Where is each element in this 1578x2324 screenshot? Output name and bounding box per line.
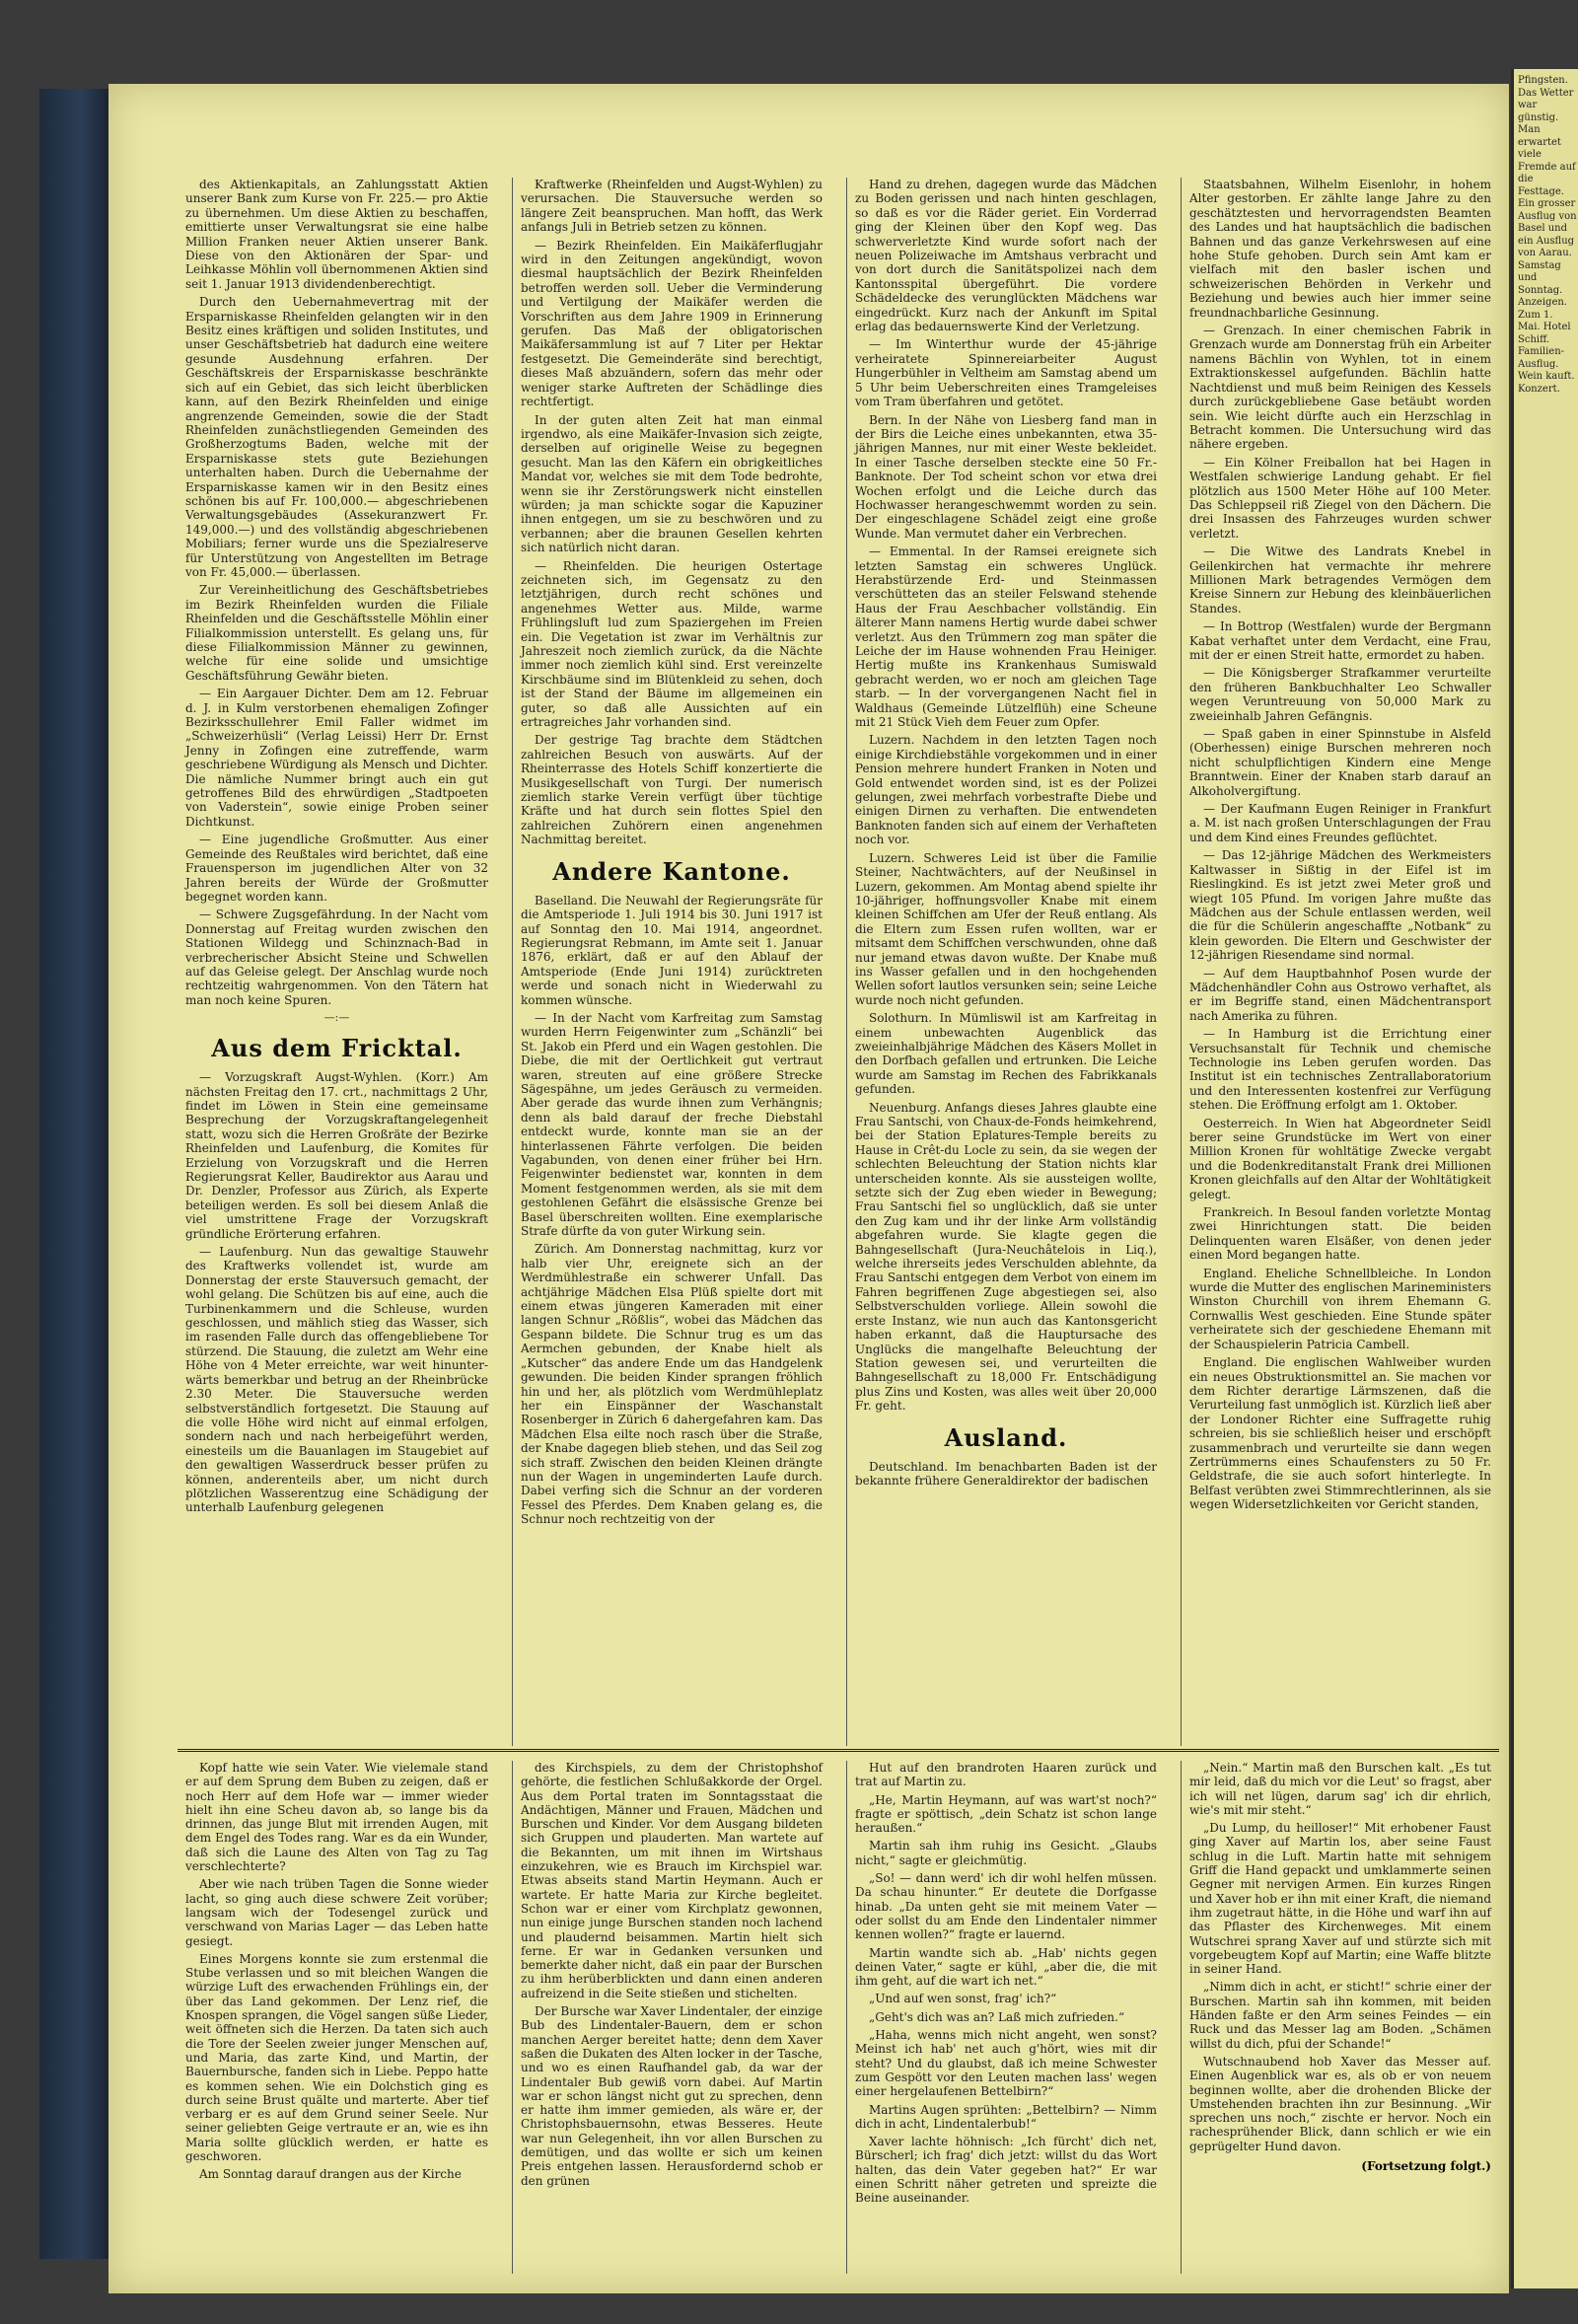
column-4 bbox=[1181, 178, 1499, 1746]
paragraph: „Und auf wen sonst, frag' ich?“ bbox=[869, 1992, 1057, 2006]
serial-column-3 bbox=[846, 1761, 1165, 2274]
paragraph: England. Die englischen Wahlweiber wurden ein neues Obstruktionsmittel an. Sie machen vor dem Richter derartige Lärmszenen, daß die Verurteilung fast unmöglich ist. Kürzlich ließ aber der Londoner Richter eine Suffragette ruhig schreien, bis sie schließlich heiser und erschöpft zusammenbrach und verurteilte sie dann wegen Zertrümmerns eines Schaufensters zu 50 Fr. Geldstrafe, die sie auch sofort hinterlegte. In Belfast verübten zwei Stimmrechtlerinnen, als sie wegen Widersetzlichkeiten vor Gericht standen, bbox=[1189, 1355, 1491, 1512]
paragraph: — Bezirk Rheinfelden. Ein Maikäferflugjahr wird in den Zeitungen angekündigt, wovon diesmal hauptsächlich der Bezirk Rheinfelden betroffen werden soll. Ueber die Verminderung und Vertilgung der Maikäfer werden die Vorschriften aus dem Jahre 1909 in Erinnerung gerufen. Das Maß der obligatorischen Maikäfersammlung ist auf 7 Liter per Hektar festgesetzt. Die Gemeinderäte sind berechtigt, dieses Maß abzuändern, sofern das mehr oder weniger starke Auftreten der Schädlinge dies rechtfertigt. bbox=[521, 238, 823, 409]
paragraph: In der guten alten Zeit hat man einmal irgendwo, als eine Maikäfer-Invasion sich zeigte, derselben auf originelle Weise zu begegnen gesucht. Man las den Käfern ein obrigkeitliches Mandat vor, welches sie mit dem Tode bedrohte, wenn sie ihr Zerstörungswerk nicht einstellen würden; ja man schickte sogar die Kapuziner ihnen entgegen, um sie zu beschwören und zu verbannen; aber die braunen Gesellen kehrten sich natürlich nicht daran. bbox=[521, 412, 823, 555]
paragraph: Staatsbahnen, Wilhelm Eisenlohr, in hohem Alter gestorben. Er zählte lange Jahre zu den geschätztesten und hervorragendsten Beamten des Landes und hat hauptsächlich die badischen Bahnen und das ganze Verkehrswesen auf eine hohe Stufe gehoben. Durch sein Amt kam er vielfach mit den basler ischen und schweizerischen Behörden in Verkehr und Beziehung und bewies auch hier immer seine freundnachbarliche Gesinnung. bbox=[1189, 178, 1491, 320]
serial-column-4 bbox=[1181, 1761, 1499, 2274]
column-1 bbox=[178, 178, 496, 1746]
feuilleton-divider bbox=[178, 1749, 1499, 1752]
next-page-text: Pfingsten. Das Wetter war günstig. Man erwartet viele Fremde auf die Festtage. Ein grosser Ausflug von Basel und ein Ausflug von Aarau. Samstag und Sonntag. Anzeigen. Zum 1. Mai. Hotel Schiff. Familien-Ausflug. Wein kauft. Konzert. bbox=[1518, 75, 1577, 395]
paragraph: Kopf hatte wie sein Vater. Wie vielemale stand er auf dem Sprung dem Buben zu zeigen, daß er noch Herr auf dem Hofe war — immer wieder hielt ihn eine Scheu davon ab, so lange bis da drinnen, das junge Blut mit irrenden Augen, mit dem Engel des Todes rang. War es da ein Wunder, daß sich die Laune des Alten von Tag zu Tag verschlechterte? bbox=[185, 1761, 488, 1874]
paragraph: Zur Vereinheitlichung des Geschäftsbetriebes im Bezirk Rheinfelden wurden die Filiale Rheinfelden und die Geschäftsstelle Möhlin einer Filialkommission unterstellt. Es gelang uns, für diese Filialkommission Männer zu gewinnen, welche für eine solide und umsichtige Geschäftsführung Gewähr bieten. bbox=[185, 583, 488, 683]
paragraph: — Ein Aargauer Dichter. Dem am 12. Februar d. J. in Kulm verstorbenen ehemaligen Zofinger Bezirksschullehrer Emil Faller widmet im „Schweizerhüsli“ (Verlag Leissi) Herr Dr. Ernst Jenny in Zofingen eine zutreffende, warm geschriebene Würdigung als Mensch und Dichter. Die nämliche Nummer bringt auch ein gut getroffenes Bild des ehrwürdigen „Stadtpoeten von Vaderstein“, sowie einige Proben seiner Dichtkunst. bbox=[185, 687, 488, 829]
paragraph: — Der Kaufmann Eugen Reiniger in Frankfurt a. M. ist nach großen Unterschlagungen der Frau und dem Kind eines Freundes geflüchtet. bbox=[1189, 802, 1491, 844]
paragraph: — Auf dem Hauptbahnhof Posen wurde der Mädchenhändler Cohn aus Ostrowo verhaftet, als er im Begriffe stand, einen Mädchentransport nach Amerika zu führen. bbox=[1189, 966, 1491, 1023]
paragraph: Luzern. Nachdem in den letzten Tagen noch einige Kirchdiebstähle vorgekommen und in einer Pension mehrere hundert Franken in Noten und Gold entwendet worden sind, ist es der Polizei gelungen, zwei mehrfach vorbestrafte Diebe und einigen Dirnen zu verhaften. Die entwendeten Banknoten fanden sich auf einem der Verhafteten noch vor. bbox=[855, 733, 1157, 847]
paragraph: „So! — dann werd' ich dir wohl helfen müssen. Da schau hinunter.“ Er deutete die Dorfgasse hinab. „Da unten geht sie mit meinem Vater — oder sollst du am Ende den Lindentaler nimmer kennen wollen?“ fragte er lauernd. bbox=[855, 1871, 1157, 1942]
paragraph: — In Bottrop (Westfalen) wurde der Bergmann Kabat verhaftet unter dem Verdacht, eine Frau, mit der er einen Streit hatte, ermordet zu haben. bbox=[1189, 619, 1491, 662]
paragraph: Deutschland. Im benachbarten Baden ist der bekannte frühere Generaldirektor der badischen bbox=[855, 1459, 1157, 1488]
separator: —:— bbox=[323, 1011, 350, 1025]
paragraph: Solothurn. In Mümliswil ist am Karfreitag in einem unbewachten Augenblick das zweieinhalbjährige Mädchen des Käsers Mollet in den Dorfbach gefallen und ertrunken. Die Leiche wurde am Samstag im Rechen des Fabrikkanals gefunden. bbox=[855, 1011, 1157, 1097]
newspaper-page bbox=[108, 84, 1509, 2293]
paragraph: — Die Witwe des Landrats Knebel in Geilenkirchen hat vermachte ihr mehrere Millionen Mark betragendes Vermögen dem Kreise Sinnern zur Hebung des kleinbäuerlichen Standes. bbox=[1189, 545, 1491, 616]
paragraph: Zürich. Am Donnerstag nachmittag, kurz vor halb vier Uhr, ereignete sich an der Werdmühlestraße ein schwerer Unfall. Das achtjährige Mädchen Elsa Plüß spielte dort mit einem etwas jüngeren Kameraden mit einer langen Schnur „Rößlis“, wobei das Mädchen das Gespann bildete. Die Schnur trug es um das Aermchen gebunden, der Knabe hielt als „Kutscher“ das andere Ende um das Handgelenk gewunden. Die beiden Kinder sprangen fröhlich hin und her, als plötzlich vom Werdmühleplatz her ein Einspänner der Waschanstalt Rosenberger in Zürich 6 dahergefahren kam. Das Mädchen Elsa eilte noch rasch über die Straße, der Knabe dagegen blieb stehen, und das Seil zog sich straff. Zwischen den beiden Kleinen drängte nun der Wagen in ungeminderten Laufe durch. Dabei verfing sich die Schnur an der vorderen Fessel des Pferdes. Dem Knaben gelang es, die Schnur noch rechtzeitig von der bbox=[521, 1242, 823, 1527]
serial-column-1 bbox=[178, 1761, 496, 2274]
serial-column-2 bbox=[512, 1761, 830, 2274]
paragraph: Aber wie nach trüben Tagen die Sonne wieder lacht, so ging auch diese schwere Zeit vorüber; langsam wich der Todesengel zurück und verschwand von Marias Lager — das Leben hatte gesiegt. bbox=[185, 1877, 488, 1948]
paragraph: — Rheinfelden. Die heurigen Ostertage zeichneten sich, im Gegensatz zu den letztjährigen, durch recht schönes und angenehmes Wetter aus. Milde, warme Frühlingsluft lud zum Spaziergehen im Freien ein. Die Vegetation ist zwar im Verhältnis zur Jahreszeit noch ziemlich zurück, da die Nächte immer noch ziemlich kühl sind. Erst vereinzelte Kirschbäume sind im Blütenkleid zu sehen, doch ist der Stand der Bäume im allgemeinen ein guter, so daß alle Aussichten auf ein ertragreiches Jahr vorhanden sind. bbox=[521, 558, 823, 730]
paragraph: Xaver lachte höhnisch: „Ich fürcht' dich net, Bürscherl; ich frag' dich jetzt: willst du das Wort halten, das dein Vater gegeben hat?“ Er war einen Schritt näher getreten und spreizte die Beine auseinander. bbox=[855, 2135, 1157, 2206]
paragraph: Martin sah ihm ruhig ins Gesicht. „Glaubs nicht,“ sagte er gleichmütig. bbox=[855, 1839, 1157, 1867]
paragraph: Am Sonntag darauf drangen aus der Kirche bbox=[199, 2167, 462, 2182]
paragraph: — Ein Kölner Freiballon hat bei Hagen in Westfalen schwierige Landung gehabt. Er fiel plötzlich aus 1500 Meter Höhe auf 100 Meter. Das Schleppseil riß Ziegel von den Dächern. Die drei Insassen des Fahrzeuges wurden schwer verletzt. bbox=[1189, 455, 1491, 541]
paragraph: Der gestrige Tag brachte dem Städtchen zahlreichen Besuch von auswärts. Auf der Rheinterrasse des Hotels Schiff konzertierte die Musikgesellschaft von Turgi. Der numerisch ziemlich starke Verein verfügt über tüchtige Kräfte und hat durch sein flottes Spiel den zahlreichen Zuhörern einen angenehmen Nachmittag bereitet. bbox=[521, 733, 823, 847]
section-heading-ausland: Ausland. bbox=[944, 1422, 1068, 1452]
column-2 bbox=[512, 178, 830, 1746]
paragraph: Oesterreich. In Wien hat Abgeordneter Seidl berer seine Grundstücke im Wert von einer Million Kronen für wohltätige Zwecke vergabt und die Bodenkreditanstalt Frank drei Millionen Kronen gleichfalls auf den Altar der Wohltätigkeit gelegt. bbox=[1189, 1116, 1491, 1201]
paragraph: Martins Augen sprühten: „Bettelbirn? — Nimm dich in acht, Lindentalerbub!“ bbox=[855, 2102, 1157, 2131]
paragraph: „Du Lump, du heilloser!“ Mit erhobener Faust ging Xaver auf Martin los, aber seine Faust schlug in die Luft. Martin hatte mit sehnigem Griff die Hand gepackt und umklammerte seinen Gegner mit nervigen Armen. Ein kurzes Ringen und Xaver hob er ihn mit einer Kraft, die niemand ihm zugetraut hätte, in die Höhe und warf ihn auf das Pflaster des Kirchenweges. Mit einem Wutschrei sprang Xaver auf und stürzte sich mit vorgebeugtem Kopf auf Martin; eine Waffe blitzte in seiner Hand. bbox=[1189, 1821, 1491, 1977]
feuilleton-columns bbox=[178, 1761, 1499, 2274]
section-heading-fricktal: Aus dem Fricktal. bbox=[211, 1034, 463, 1063]
paragraph: „Nimm dich in acht, er sticht!“ schrie einer der Burschen. Martin sah ihn kommen, mit beiden Händen faßte er den Arm seines Feindes — ein Ruck und das Messer lag am Boden. „Schämen willst du dich, pfui der Schande!“ bbox=[1189, 1980, 1491, 2051]
paragraph: — In der Nacht vom Karfreitag zum Samstag wurden Herrn Feigenwinter zum „Schänzli“ bei St. Jakob ein Pferd und ein Wagen gestohlen. Die Diebe, die mit der Oertlichkeit gut vertraut waren, streuten auf eine größere Strecke Sägespähne, um jedes Geräusch zu vermeiden. Aber gerade das wurde ihnen zum Verhängnis; denn als bald darauf der freche Diebstahl entdeckt wurde, konnte man sie an der hinterlassenen Fährte verfolgen. Die beiden Vagabunden, von denen einer früher bei Hrn. Feigenwinter bedienstet war, konnten in dem Moment festgenommen werden, als sie mit dem gestohlenen Gefährt die elsässische Grenze bei Basel überschreiten wollten. Eine exemplarische Strafe dürfte da von guter Wirkung sein. bbox=[521, 1010, 823, 1239]
paragraph: Luzern. Schweres Leid ist über die Familie Steiner, Nachtwächters, auf der Neußinsel in Luzern, gekommen. Am Montag abend spielte ihr 10-jähriger, hoffnungsvoller Knabe mit einem kleinen Schiffchen am Ufer der Reuß entlang. Als die Eltern zum Essen rufen wollten, war er mitsamt dem Schiffchen verschwunden, ohne daß nur jemand etwas davon wußte. Der Knabe muß ins Wasser gefallen und in den hochgehenden Wellen sofort lautlos versunken sein; seine Leiche wurde noch nicht gefunden. bbox=[855, 850, 1157, 1007]
paragraph: des Kirchspiels, zu dem der Christophshof gehörte, die festlichen Schlußakkorde der Orgel. Aus dem Portal traten im Sonntagsstaat die Andächtigen, Männer und Frauen, Mädchen und Burschen und Kinder. Vor dem Ausgang bildeten sich Gruppen und plauderten. Man wartete auf die Bekannten, um mit ihnen im Wirtshaus einzukehren, wie es Brauch im Kirchspiel war. Etwas abseits stand Martin Heymann. Auch er wartete. Er hatte Maria zur Kirche begleitet. Schon war er einer vom Kirchplatz gewonnen, nun einige junge Burschen standen noch lachend und plaudernd beisammen. Martin hielt sich ferne. Er war in Gedanken versunken und bemerkte daher nicht, daß ein paar der Burschen zu ihm herüberblickten und dann einen anderen aufreizend in die Seite stießen und stichelten. bbox=[521, 1761, 823, 2000]
paragraph: — Schwere Zugsgefährdung. In der Nacht vom Donnerstag auf Freitag wurden zwischen den Stationen Wildegg und Schinznach-Bad in verbrecherischer Absicht Steine und Schwellen auf das Geleise gelegt. Der Anschlag wurde noch rechtzeitig wahrgenommen. Von den Tätern hat man noch keine Spuren. bbox=[185, 908, 488, 1007]
section-heading-kantone: Andere Kantone. bbox=[552, 856, 791, 886]
paragraph: des Aktienkapitals, an Zahlungsstatt Aktien unserer Bank zum Kurse von Fr. 225.— pro Aktie zu übernehmen. Um diese Aktien zu beschaffen, emittierte unser Verwaltungsrat sie eine halbe Million Franken neuer Aktien unserer Bank. Diese von den Aktionären der Spar- und Leihkasse Möhlin voll übernommenen Aktien sind seit 1. Januar 1913 dividendenberechtigt. bbox=[185, 178, 488, 291]
paragraph: Durch den Uebernahmevertrag mit der Ersparniskasse Rheinfelden gelangten wir in den Besitz eines kräftigen und soliden Institutes, und unser Geschäftsbetrieb hat dadurch eine weitere gesunde Ausdehnung erfahren. Der Geschäftskreis der Ersparniskasse beschränkte sich auf ein Gebiet, das sich leicht überblicken kann, auf den Bezirk Rheinfelden und einige angrenzende Gemeinden, sowie die der Stadt Rheinfelden zunächstliegenden Gemeinden des Großherzogtums Baden, welche mit der Ersparniskasse stets gute Beziehungen unterhalten haben. Durch die Uebernahme der Ersparniskasse kamen wir in den Besitz eines schönen bis auf Fr. 100,000.— abgeschriebenen Verwaltungsgebäudes (Assekuranzwert Fr. 149,000.—) und des vollständig abgeschriebenen Mobiliars; ferner wurde uns die Spezialreserve für Unterstützung von Angestellten im Betrage von Fr. 45,000.— überlassen. bbox=[185, 295, 488, 579]
paragraph: — Grenzach. In einer chemischen Fabrik in Grenzach wurde am Donnerstag früh ein Arbeiter namens Bächlin von Wyhlen, tot in einem Extraktionskessel aufgefunden. Bächlin hatte Nachtdienst und muß beim Reinigen des Kessels durch zurückgebliebene Gase betäubt worden sein. Wie leicht dürfte auch ein Herzschlag in Betracht kommen. Die Untersuchung wird das nähere ergeben. bbox=[1189, 324, 1491, 452]
paragraph: Kraftwerke (Rheinfelden und Augst-Wyhlen) zu verursachen. Die Stauversuche werden so längere Zeit beanspruchen. Man hofft, das Werk anfangs Juli in Betrieb setzen zu können. bbox=[521, 178, 823, 235]
paragraph: — Laufenburg. Nun das gewaltige Stauwehr des Kraftwerks vollendet ist, wurde am Donnerstag der erste Stauversuch gemacht, der wohl gelang. Die Schützen bis auf eine, auch die Turbinenkammern und die Schleuse, wurden geschlossen, und mählich stieg das Wasser, sich im rasenden Falle durch das offengebliebene Tor stürzend. Die Stauung, die zuletzt am Wehr eine Höhe von 4 Meter erreichte, war weit hinunter-wärts bemerkbar und betrug an der Rheinbrücke 2.30 Meter. Die Stauversuche werden selbstverständlich fortgesetzt. Die Stauung auf die volle Höhe wird nicht auf einmal erfolgen, sondern nach und nach herbeigeführt werden, einesteils um die Bauanlagen im Staugebiet auf den gewaltigen Wasserdruck besser prüfen zu können, anderenteils aber, um nicht durch plötzlichen Wasserentzug eine Schädigung der unterhalb Laufenburg gelegenen bbox=[185, 1245, 488, 1515]
paragraph: Eines Morgens konnte sie zum erstenmal die Stube verlassen und so mit bleichen Wangen die würzige Luft des erwachenden Frühlings ein, der über das Land gekommen. Der Lenz rief, die Knospen sprangen, die Vögel sangen süße Lieder, weit öffneten sich die Herzen. Da taten sich auch die Tore der Seelen zweier junger Menschen auf, und Maria, das zarte Kind, und Martin, der Bauernbursche, fanden sich in Liebe. Peppo hatte es kommen sehen. Wie ein Dolchstich ging es durch seine Brust quälte und marterte. Aber tief verbarg er es auf dem Grund seiner Seele. Nur seiner geliebten Geige vertraute er an, wie es ihn Maria sollte glücklich werden, er hatte es geschworen. bbox=[185, 1951, 488, 2164]
paragraph: Frankreich. In Besoul fanden vorletzte Montag zwei Hinrichtungen statt. Die beiden Delinquenten waren Elsäßer, von denen jeder einen Mord begangen hatte. bbox=[1189, 1205, 1491, 1263]
paragraph: — Emmental. In der Ramsei ereignete sich letzten Samstag ein schweres Unglück. Herabstürzende Erd- und Steinmassen verschütteten das an steiler Felswand stehende Haus der Frau Aeschbacher vollständig. Ein älterer Mann namens Hertig wurde dabei schwer verletzt. Aus den Trümmern zog man später die Leiche der im Hause wohnenden Frau Heiniger. Hertig mußte ins Krankenhaus Sumiswald gebracht werden, wo er noch am gleichen Tage starb. — In der vorvergangenen Nacht fiel in Waldhaus (Gemeinde Lützelflüh) eine Scheune mit 21 Stück Vieh dem Feuer zum Opfer. bbox=[855, 545, 1157, 730]
paragraph: — Im Winterthur wurde der 45-jährige verheiratete Spinnereiarbeiter August Hungerbühler in Veltheim am Samstag abend um 5 Uhr beim Ueberschreiten eines Tramgeleises vom Tram überfahren und getötet. bbox=[855, 337, 1157, 409]
paragraph: Hut auf den brandroten Haaren zurück und trat auf Martin zu. bbox=[855, 1761, 1157, 1789]
paragraph: Bern. In der Nähe von Liesberg fand man in der Birs die Leiche eines unbekannten, etwa 35-jährigen Mannes, nur mit einer Weste bekleidet. In einer Tasche derselben steckte eine 50 Fr.-Banknote. Der Tod scheint schon vor etwa drei Wochen erfolgt und die Leiche durch das Hochwasser herangeschwemmt worden zu sein. Der eingeschlagene Schädel zeigt eine große Wunde. Man vermutet daher ein Verbrechen. bbox=[855, 412, 1157, 541]
paragraph: „Nein.“ Martin maß den Burschen kalt. „Es tut mir leid, daß du mich vor die Leut' so fragst, aber ich will net lügen, darum sag' ich dir ehrlich, wie's mit mir steht.“ bbox=[1189, 1761, 1491, 1817]
paragraph: Wutschnaubend hob Xaver das Messer auf. Einen Augenblick war es, als ob er von neuem beginnen wollte, aber die drohenden Blicke der Umstehenden brachten ihn zur Besinnung. „Wir sprechen uns noch,“ zischte er hervor. Noch ein rachesprühender Blick, dann schlich er wie ein geprügelter Hund davon. bbox=[1189, 2054, 1491, 2153]
paragraph: „Geht's dich was an? Laß mich zufrieden.“ bbox=[869, 2009, 1125, 2024]
paragraph: — In Hamburg ist die Errichtung einer Versuchsanstalt für Technik und chemische Technologie ins Leben gerufen worden. Das Institut ist ein technisches Zentrallaboratorium und den Interessenten kostenfrei zur Verfügung stehen. Die Eröffnung erfolgt am 1. Oktober. bbox=[1189, 1027, 1491, 1113]
paragraph: „Haha, wenns mich nicht angeht, wen sonst? Meinst ich hab' net auch g'hört, wies mit dir steht? Und du glaubst, daß ich meine Schwester zum Gespött vor den Leuten machen lass' wegen einer hergelaufenen Bettelbirn?“ bbox=[855, 2028, 1157, 2099]
next-page-edge bbox=[1511, 69, 1578, 2288]
book-spine bbox=[39, 89, 108, 2259]
paragraph: — Das 12-jährige Mädchen des Werkmeisters Kaltwasser in Sißtig in der Eifel ist im Rieslingkind. Es ist jetzt zwei Meter groß und wiegt 105 Pfund. Im vorigen Jahre mußte das Mädchen aus der Schule entlassen werden, weil die für die Schülerin angeschaffte „Notbank“ zu klein geworden. Die Eltern und Geschwister der 12-jährigen Riesendame sind normal. bbox=[1189, 848, 1491, 963]
paragraph: England. Eheliche Schnellbleiche. In London wurde die Mutter des englischen Marineministers Winston Churchill von ihrem Ehemann G. Cornwallis West geschieden. Eine Stunde später verheiratete sich der geschiedene Ehemann mit der Schauspielerin Patricia Cambell. bbox=[1189, 1266, 1491, 1351]
paragraph: Neuenburg. Anfangs dieses Jahres glaubte eine Frau Santschi, von Chaux-de-Fonds heimkehrend, bei der Station Eplatures-Temple bereits zu Hause in Crêt-du Locle zu sein, da sie wegen der schlechten Beleuchtung der Station nichts klar unterscheiden konnte. Als sie aussteigen wollte, setzte sich der Zug eben wieder in Bewegung; Frau Santschi fiel so unglücklich, daß sie unter den Zug kam und ihr der linke Arm vollständig abgefahren wurde. Sie klagte gegen die Bahngesellschaft (Jura-Neuchâtelois in Liq.), welche ihrerseits jedes Verschulden ablehnte, da Frau Santschi entgegen dem Verbot von einem im Fahren begriffenen Zuge abgestiegen sei, also Selbstverschulden vorliege. Allein sowohl die erste Instanz, wie nun auch das Kantonsgericht haben erkannt, daß die Hauptursache des Unglücks die mangelhafte Beleuchtung der Station gewesen sei, und verurteilten die Bahngesellschaft zu 18,000 Fr. Entschädigung plus Zins und Kosten, was alles weit über 20,000 Fr. geht. bbox=[855, 1100, 1157, 1414]
paragraph: — Die Königsberger Strafkammer verurteilte den früheren Bankbuchhalter Leo Schwaller wegen Veruntreuung von 50,000 Mark zu zweieinhalb Jahren Gefängnis. bbox=[1189, 666, 1491, 723]
paragraph: „He, Martin Heymann, auf was wart'st noch?“ fragte er spöttisch, „dein Schatz ist schon lange heraußen.“ bbox=[855, 1792, 1157, 1836]
news-columns bbox=[178, 178, 1499, 1746]
paragraph: Hand zu drehen, dagegen wurde das Mädchen zu Boden gerissen und nach hinten geschlagen, so daß es vor die Räder geriet. Ein Vorderrad ging der Kleinen über den Kopf weg. Das schwerverletzte Kind wurde sofort nach der neuen Polizeiwache im Amtshaus verbracht und von dort durch die Sanitätspolizei nach dem Kantonsspital übergeführt. Die vordere Schädeldecke des verunglückten Mädchens war eingedrückt. Kurz nach der Ankunft im Spital erlag das bedauernswerte Kind der Verletzung. bbox=[855, 178, 1157, 334]
paragraph: Der Bursche war Xaver Lindentaler, der einzige Bub des Lindentaler-Bauern, dem er schon manchen Aerger bereitet hatte; denn dem Xaver saßen die Dukaten des Alten locker in der Tasche, und wo es einen Raufhandel gab, da war der Lindentaler Bub gewiß vorn dabei. Auf Martin war er schon längst nicht gut zu sprechen, denn er hatte ihm immer gemieden, als wäre er, der Christophsbauernsohn, etwas Besseres. Heute war nun Gelegenheit, ihn vor allen Burschen zu demütigen, und das wollte er sich um keinen Preis entgehen lassen. Herausfordernd schob er den grünen bbox=[521, 2004, 823, 2188]
to-be-continued: (Fortsetzung folgt.) bbox=[1361, 2159, 1491, 2174]
paragraph: — Eine jugendliche Großmutter. Aus einer Gemeinde des Reußtales wird berichtet, daß eine Frauensperson im jugendlichen Alter von 32 Jahren bereits der Würde der Großmutter begegnet worden kann. bbox=[185, 833, 488, 904]
paragraph: Martin wandte sich ab. „Hab' nichts gegen deinen Vater,“ sagte er kühl, „aber die, die mit ihm geht, auf die wart ich net.“ bbox=[855, 1945, 1157, 1989]
paragraph: — Vorzugskraft Augst-Wyhlen. (Korr.) Am nächsten Freitag den 17. crt., nachmittags 2 Uhr, findet im Löwen in Stein eine gemeinsame Besprechung der Vorzugskraftangelegenheit statt, wozu sich die Herren Großräte der Bezirke Rheinfelden und Laufenburg, die Komites für Erzielung von Vorzugskraft und die Herren Regierungsrat Keller, Baudirektor aus Aarau und Dr. Denzler, Professor aus Zürich, als Experte beteiligen werden. Es soll bei diesem Anlaß die viel umstrittene Frage der Vorzugskraft gründliche Erörterung erfahren. bbox=[185, 1070, 488, 1241]
paragraph: — Spaß gaben in einer Spinnstube in Alsfeld (Oberhessen) einige Burschen mehreren noch nicht schulpflichtigen Kindern eine Menge Branntwein. Einer der Knaben starb darauf an Alkoholvergiftung. bbox=[1189, 727, 1491, 798]
paragraph: Baselland. Die Neuwahl der Regierungsräte für die Amtsperiode 1. Juli 1914 bis 30. Juni 1917 ist auf Sonntag den 10. Mai 1914, angeordnet. Regierungsrat Rebmann, im Amte seit 1. Januar 1876, erklärt, daß er auf den Ablauf der Amtsperiode (Ende Juni 1914) zurücktreten werde und sonach nicht in Wiederwahl zu kommen wünsche. bbox=[521, 893, 823, 1007]
column-3 bbox=[846, 178, 1165, 1746]
